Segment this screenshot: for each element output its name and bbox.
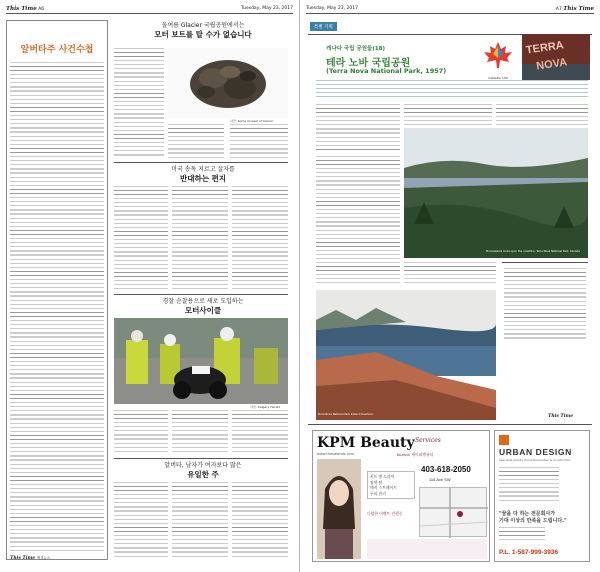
terra-nova-overlay-image (522, 34, 590, 80)
shore-caption: Terra Nova National Park Ireland foreshore (318, 413, 373, 416)
coastline-image (404, 128, 588, 258)
urban-contact-text (499, 527, 545, 541)
kpm-site: www.thesalonds.com (317, 452, 355, 456)
mussel-photo (168, 48, 288, 118)
urban-service-list (499, 467, 559, 503)
kpm-service-item: 커트 앤 드라이 (370, 474, 395, 479)
rocky-shore-image (316, 290, 496, 420)
kpm-offer: 다양한 이벤트 진행중 (367, 511, 403, 516)
prison-text-col3 (232, 482, 288, 558)
prison-text-col2 (172, 482, 228, 558)
glacier-text-col1 (114, 48, 164, 158)
ads-top-rule (308, 424, 592, 425)
canada-150-logo (478, 40, 518, 80)
kpm-map (419, 487, 487, 537)
mussel-caption: 사진: Some mussel of Glacier (230, 119, 274, 123)
terra-nova-collage (522, 34, 590, 80)
shore-photo (316, 290, 496, 420)
maple-leaf-icon (478, 40, 518, 72)
left-page-header (6, 4, 293, 14)
kpm-korean-name: Korean 케이피엠뷰티 (397, 452, 434, 457)
divider-2 (114, 294, 288, 295)
kpm-services-list (367, 471, 415, 499)
coastline-caption: Minnewanka looks upon the coastline, Terra Nova National Park, Canada (486, 250, 580, 253)
kpm-logo: KPM Beauty (317, 435, 415, 451)
urban-phone[interactable]: P.L. 1-587-999-3936 (499, 549, 559, 556)
glacier-headline: 올여름 Glacier 국립공원에서는 모터 보트를 탈 수가 없습니다 (154, 22, 252, 39)
cycle-text-col3 (232, 410, 288, 454)
mussel-cluster-image (168, 48, 288, 118)
cycle-headline: 경찰 순찰용으로 새로 도입하는 모터사이클 (162, 298, 244, 315)
svg-text:NOVA: NOVA (535, 56, 568, 73)
police-column-title: 알버타주 사건수첩 (20, 45, 94, 55)
right-page-header (306, 4, 594, 14)
map-icon (420, 488, 488, 538)
urban-design-name: URBAN DESIGN (499, 447, 572, 457)
park-title: 테라 노바 국립공원 (326, 58, 411, 69)
kpm-service-item: 두피 관리 (370, 490, 386, 496)
police-motorcycle-photo (114, 318, 288, 404)
divider-1 (114, 162, 288, 163)
coastline-photo (404, 128, 588, 258)
park-text-col3 (496, 104, 588, 126)
police-column-text (10, 62, 104, 552)
kpm-address: 118 Ave SW (429, 477, 451, 482)
park-text-col1 (316, 104, 400, 152)
kpm-model-photo (317, 459, 361, 559)
right-brand-page: A7 This Time (555, 5, 594, 12)
divider-3 (114, 458, 288, 459)
svg-text:TERRA: TERRA (525, 39, 565, 57)
model-portrait-image (317, 459, 361, 559)
park-text-col2 (404, 104, 492, 126)
kpm-tag: Services (415, 437, 441, 444)
prison-text-col1 (114, 482, 168, 558)
cycle-text-col2 (172, 410, 228, 454)
right-date: Tuesday, May 23, 2017 (306, 6, 358, 11)
prison-headline: 알버타, 남자가 여자보다 많은 유일한 주 (164, 462, 242, 479)
park-subtitle: (Terra Nova National Park, 1957) (326, 67, 447, 75)
letters-text-col3 (232, 186, 288, 290)
urban-tagline: Specialist Quality Home Renovation & Construction (499, 458, 571, 462)
right-article-footer: This Time (548, 414, 574, 419)
kpm-bottom-panel (367, 539, 487, 559)
police-motorcycle-image (114, 318, 288, 404)
kpm-service-item: 염색 펌 (370, 479, 383, 485)
kpm-phone[interactable]: 403-618-2050 (421, 465, 471, 474)
glacier-text-col2 (168, 124, 224, 158)
park-text-col1b (316, 156, 400, 260)
park-text-col-lower2 (404, 262, 496, 286)
urban-design-ad[interactable] (494, 430, 590, 562)
left-brand-page: This Time A6 (6, 5, 45, 12)
canada-logo-text: CANADA 150 (488, 76, 508, 80)
letters-headline: 미국 송독 지르고 살자를 반대하는 편지 (171, 166, 235, 183)
park-sidebar-text (504, 268, 586, 340)
letters-text-col1 (114, 186, 168, 290)
special-feature-tag: 특별 기획 (310, 22, 337, 31)
cycle-text-col1 (114, 410, 168, 454)
urban-logo-mark (499, 435, 509, 445)
glacier-text-col3 (230, 124, 288, 158)
park-text-col-lower1 (316, 262, 400, 286)
left-footer: This Time 핵심뉴스 (10, 556, 51, 561)
left-date: Tuesday, May 23, 2017 (241, 6, 293, 11)
letters-text-col2 (172, 186, 228, 290)
sidebar-top-rule (502, 262, 588, 263)
kpm-service-item: 매직 스트레이트 (370, 485, 397, 490)
kpm-beauty-ad[interactable] (312, 430, 490, 562)
urban-slogan: "꿈을 다 하는 전문회사가 기대 이상의 만족을 드립니다." (499, 511, 567, 524)
park-intro-text (316, 80, 588, 100)
park-series-label: 캐나다 국립 공원들(18) (326, 46, 386, 52)
motorcycle-caption: 사진: Calgary Herald (250, 405, 281, 409)
